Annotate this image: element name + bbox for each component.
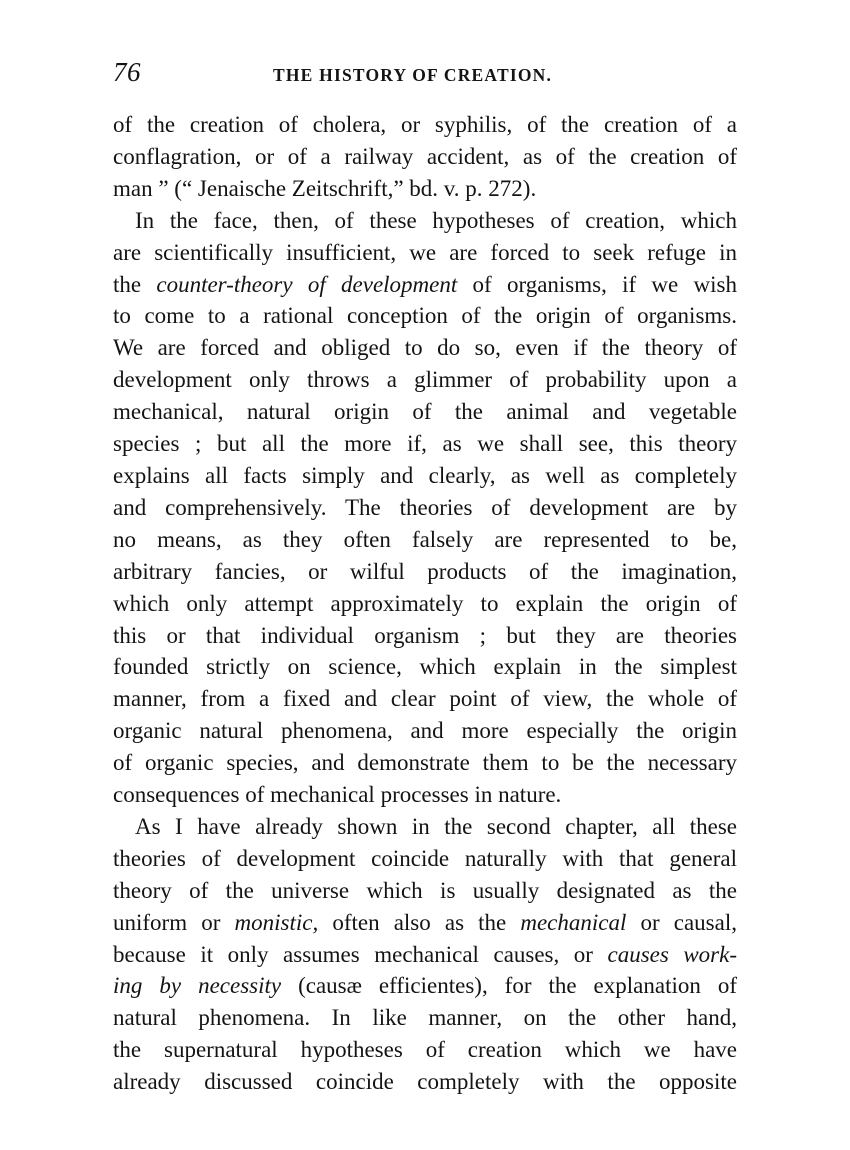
italic-phrase: mechanical [520, 909, 627, 935]
text-line [113, 907, 737, 939]
text-run: We are forced and obliged to do so, even if the theory of [113, 335, 737, 361]
text-line [113, 109, 737, 141]
text-line [113, 492, 737, 524]
page-number: 76 [113, 57, 141, 87]
text-line [113, 779, 737, 811]
paragraph [113, 109, 737, 205]
text-run: the [113, 271, 157, 297]
text-run: natural phenomena. In like manner, on the other hand, [113, 1005, 737, 1031]
text-run: As I have already shown in the second chapter, all these [135, 813, 737, 839]
text-line [113, 460, 737, 492]
text-run: (causæ efficientes), for the explanation of [281, 973, 737, 999]
text-line [113, 205, 737, 237]
page-header [113, 55, 737, 91]
italic-phrase: counter-theory of development [156, 271, 458, 297]
text-run: arbitrary fancies, or wilful products of the imagination, [113, 558, 737, 584]
text-line [113, 524, 737, 556]
text-run: founded strictly on science, which explain in the simplest [113, 654, 737, 680]
text-line [113, 141, 737, 173]
text-line [113, 1034, 737, 1066]
text-line [113, 428, 737, 460]
text-run: theory of the universe which is usually designated as the [113, 877, 737, 903]
text-line [113, 811, 737, 843]
text-line [113, 300, 737, 332]
text-line [113, 332, 737, 364]
text-line [113, 651, 737, 683]
text-run: of the creation of cholera, or syphilis, of the creation of a [113, 112, 737, 137]
text-line [113, 747, 737, 779]
text-line [113, 939, 737, 971]
text-run: mechanical, natural origin of the animal and vegetable [113, 399, 737, 425]
text-run: this or that individual organism ; but they are theories [113, 622, 737, 648]
text-run: consequences of mechanical processes in nature. [113, 782, 562, 808]
text-run: because it only assumes mechanical causes, or [113, 941, 608, 967]
text-run: theories of development coincide naturally with that general [113, 845, 737, 871]
text-run: are scientifically insufficient, we are forced to seek refuge in [113, 239, 737, 265]
text-line [113, 269, 737, 301]
text-run: explains all facts simply and clearly, as well as completely [113, 462, 737, 488]
text-run: to come to a rational conception of the origin of organisms. [113, 303, 737, 329]
text-line [113, 683, 737, 715]
text-line [113, 875, 737, 907]
text-run: man ” (“ Jenaische Zeitschrift,” bd. v. p. 272). [113, 175, 537, 201]
text-line [113, 843, 737, 875]
text-line [113, 620, 737, 652]
text-run: and comprehensively. The theories of development are by [113, 494, 737, 520]
text-run: uniform or [113, 909, 235, 935]
text-run: no means, as they often falsely are represented to be, [113, 526, 737, 552]
text-run: species ; but all the more if, as we shall see, this theory [113, 431, 737, 457]
text-run: In the face, then, of these hypotheses of creation, which [135, 207, 737, 233]
italic-phrase: ing by necessity [113, 973, 282, 999]
paragraph [113, 205, 737, 811]
text-line [113, 237, 737, 269]
text-line [113, 715, 737, 747]
text-line [113, 1002, 737, 1034]
text-run: manner, from a fixed and clear point of view, the whole of [113, 686, 737, 712]
text-run: often also as the [318, 909, 521, 935]
text-line [113, 364, 737, 396]
text-run: which only attempt approximately to explain the origin of [113, 590, 737, 616]
text-run: the supernatural hypotheses of creation which we have [113, 1037, 737, 1063]
italic-phrase: monistic, [234, 909, 319, 935]
text-run: of organic species, and demonstrate them to be the necessary [113, 750, 737, 776]
text-run: of organisms, if we wish [457, 271, 737, 297]
text-run: or causal, [626, 909, 737, 935]
paragraph [113, 811, 737, 1098]
text-line [113, 173, 737, 205]
text-run: development only throws a glimmer of probability upon a [113, 367, 737, 393]
text-run: already discussed coincide completely with the opposite [113, 1069, 737, 1095]
italic-phrase: causes work- [607, 941, 737, 967]
running-head: THE HISTORY OF CREATION. [273, 65, 553, 85]
text-line [113, 556, 737, 588]
text-line [113, 588, 737, 620]
text-line [113, 970, 737, 1002]
text-line [113, 1066, 737, 1098]
book-page [113, 55, 737, 1098]
text-run: conflagration, or of a railway accident, as of the creation of [113, 143, 737, 169]
body-text [113, 109, 737, 1098]
text-line [113, 396, 737, 428]
text-run: organic natural phenomena, and more especially the origin [113, 718, 737, 744]
